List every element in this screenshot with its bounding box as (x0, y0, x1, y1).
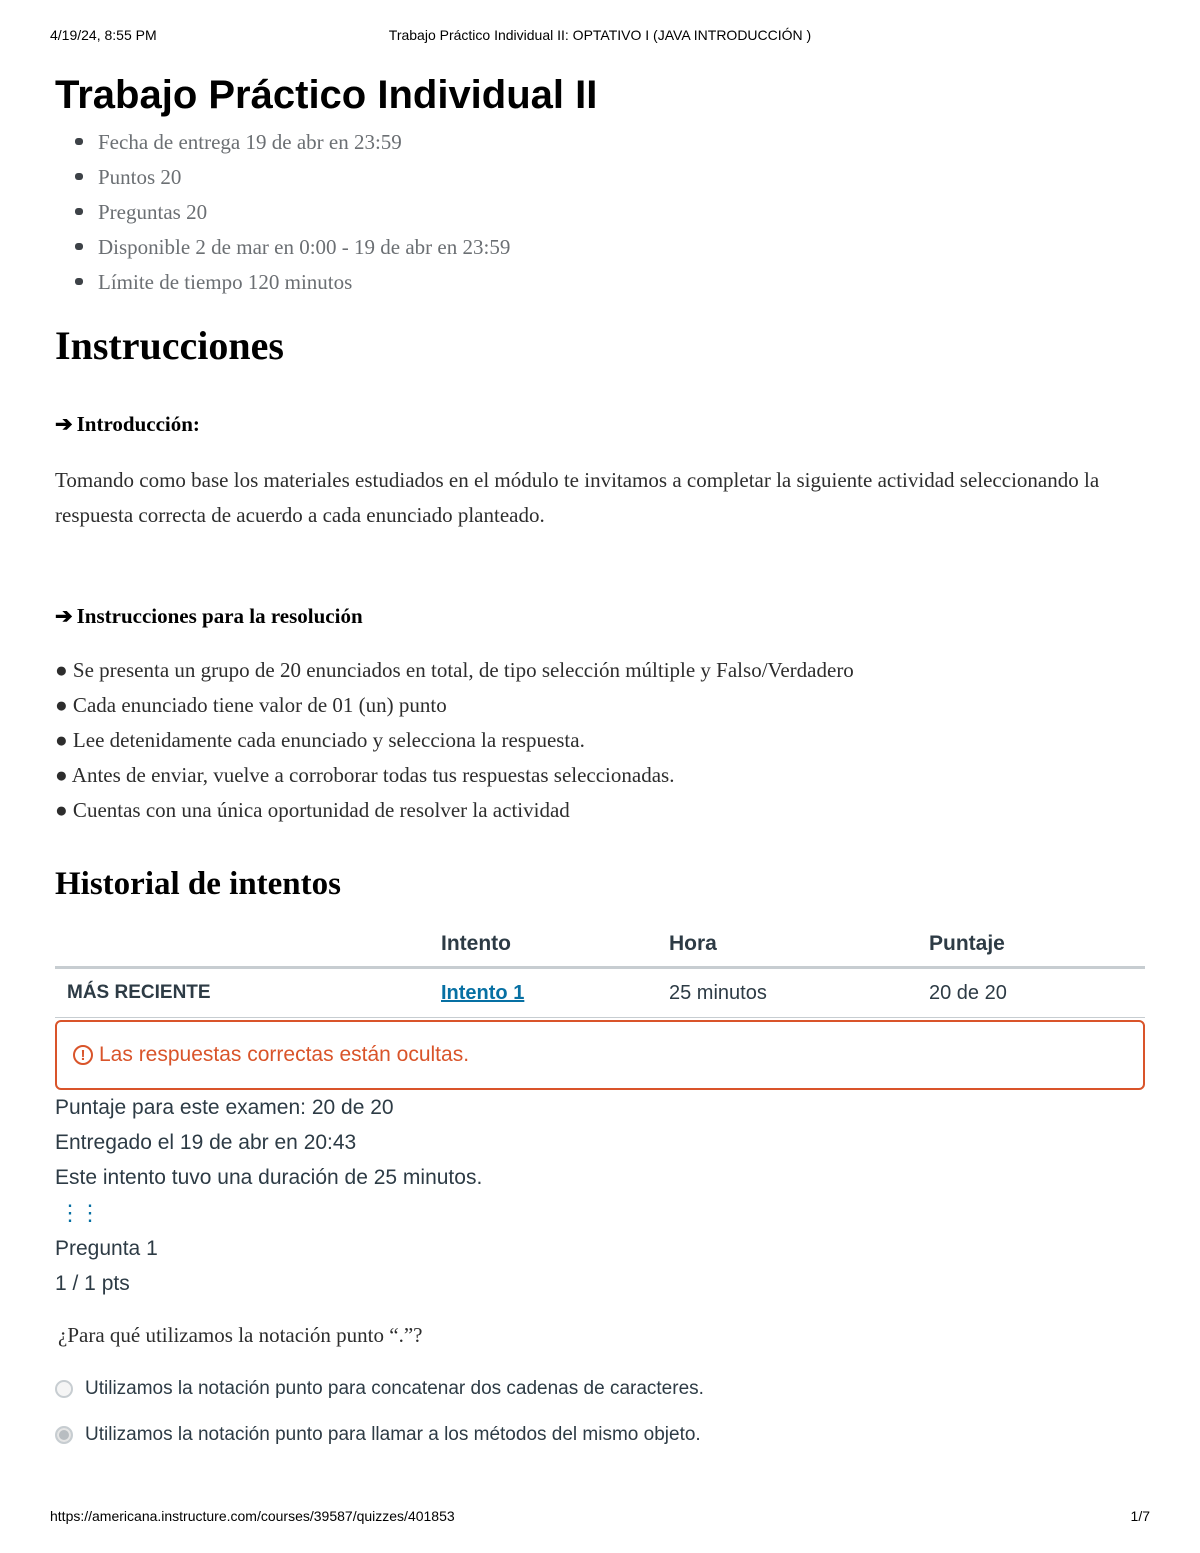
resolution-heading (55, 603, 1145, 629)
rule-item: ● Se presenta un grupo de 20 enunciados en total, de tipo selección múltiple y Falso/Verdadero (55, 658, 854, 682)
attempt-history-table (55, 922, 1145, 1018)
intro-heading (55, 411, 1145, 437)
hidden-answers-alert (55, 1020, 1145, 1090)
history-title: Historial de intentos (55, 866, 341, 902)
attempt-cell (441, 968, 669, 1018)
detail-due-date: Fecha de entrega 19 de abr en 23:59 (55, 130, 1145, 165)
resolution-heading-label: Instrucciones para la resolución (76, 604, 363, 628)
quiz-details (55, 130, 1145, 305)
detail-available: Disponible 2 de mar en 0:00 - 19 de abr en 23:59 (55, 235, 1145, 270)
warning-icon: ! (73, 1045, 93, 1065)
question-text: ¿Para qué utilizamos la notación punto “.”? (58, 1323, 423, 1347)
detail-questions: Preguntas 20 (55, 200, 1145, 235)
submitted-line: Entregado el 19 de abr en 20:43 (55, 1131, 357, 1154)
duration-line: Este intento tuvo una duración de 25 minutos. (55, 1166, 483, 1189)
answer-option[interactable] (55, 1366, 1145, 1412)
detail-points: Puntos 20 (55, 165, 1145, 200)
answer-text: Utilizamos la notación punto para concatenar dos cadenas de caracteres. (85, 1378, 704, 1399)
attempt-score: 20 de 20 (929, 968, 1145, 1018)
answer-list (55, 1366, 1145, 1458)
attempt-label: MÁS RECIENTE (55, 968, 441, 1018)
print-date: 4/19/24, 8:55 PM (50, 27, 157, 43)
intro-heading-label: Introducción: (76, 412, 200, 436)
column-header-time: Hora (669, 922, 929, 968)
question-name: Pregunta 1 (55, 1237, 158, 1260)
rule-item: ● Cuentas con una única oportunidad de resolver la actividad (55, 798, 570, 822)
alert-text: Las respuestas correctas están ocultas. (99, 1043, 470, 1066)
score-line: Puntaje para este examen: 20 de 20 (55, 1096, 394, 1119)
column-header-empty (55, 922, 441, 968)
print-url: https://americana.instructure.com/courses/39587/quizzes/401853 (50, 1508, 455, 1524)
answer-text: Utilizamos la notación punto para llamar a los métodos del mismo objeto. (85, 1424, 701, 1445)
answer-option[interactable] (55, 1412, 1145, 1458)
intro-text: Tomando como base los materiales estudiados en el módulo te invitamos a completar la siguiente actividad seleccionando la respuesta correcta de acuerdo a cada enunciado planteado. (55, 468, 1100, 527)
instructions-title: Instrucciones (55, 323, 284, 368)
print-footer (50, 1508, 1150, 1528)
detail-time-limit: Límite de tiempo 120 minutos (55, 270, 1145, 305)
print-header (50, 27, 1150, 47)
arrow-right-icon: ➔ (55, 412, 73, 436)
table-header-row (55, 922, 1145, 968)
rule-item: ● Lee detenidamente cada enunciado y selecciona la respuesta. (55, 728, 585, 752)
column-header-attempt: Intento (441, 922, 669, 968)
attempt-time: 25 minutos (669, 968, 929, 1018)
question-points: 1 / 1 pts (55, 1272, 130, 1295)
quiz-content (55, 68, 1145, 1458)
print-page-number: 1/7 (1130, 1508, 1150, 1524)
arrow-right-icon: ➔ (55, 604, 73, 628)
attempt-link[interactable]: Intento 1 (441, 981, 525, 1004)
column-header-score: Puntaje (929, 922, 1145, 968)
table-row (55, 968, 1145, 1018)
page-title: Trabajo Práctico Individual II (55, 73, 598, 117)
drag-handle-icon[interactable]: ⋮⋮ (59, 1200, 99, 1225)
rule-item: ● Cada enunciado tiene valor de 01 (un) punto (55, 693, 447, 717)
rule-item: ● Antes de enviar, vuelve a corroborar todas tus respuestas seleccionadas. (55, 763, 675, 787)
rules-list (55, 657, 1145, 832)
radio-button-selected[interactable] (55, 1426, 73, 1444)
print-document-title: Trabajo Práctico Individual II: OPTATIVO I (JAVA INTRODUCCIÓN ) (388, 27, 812, 43)
radio-button[interactable] (55, 1380, 73, 1398)
